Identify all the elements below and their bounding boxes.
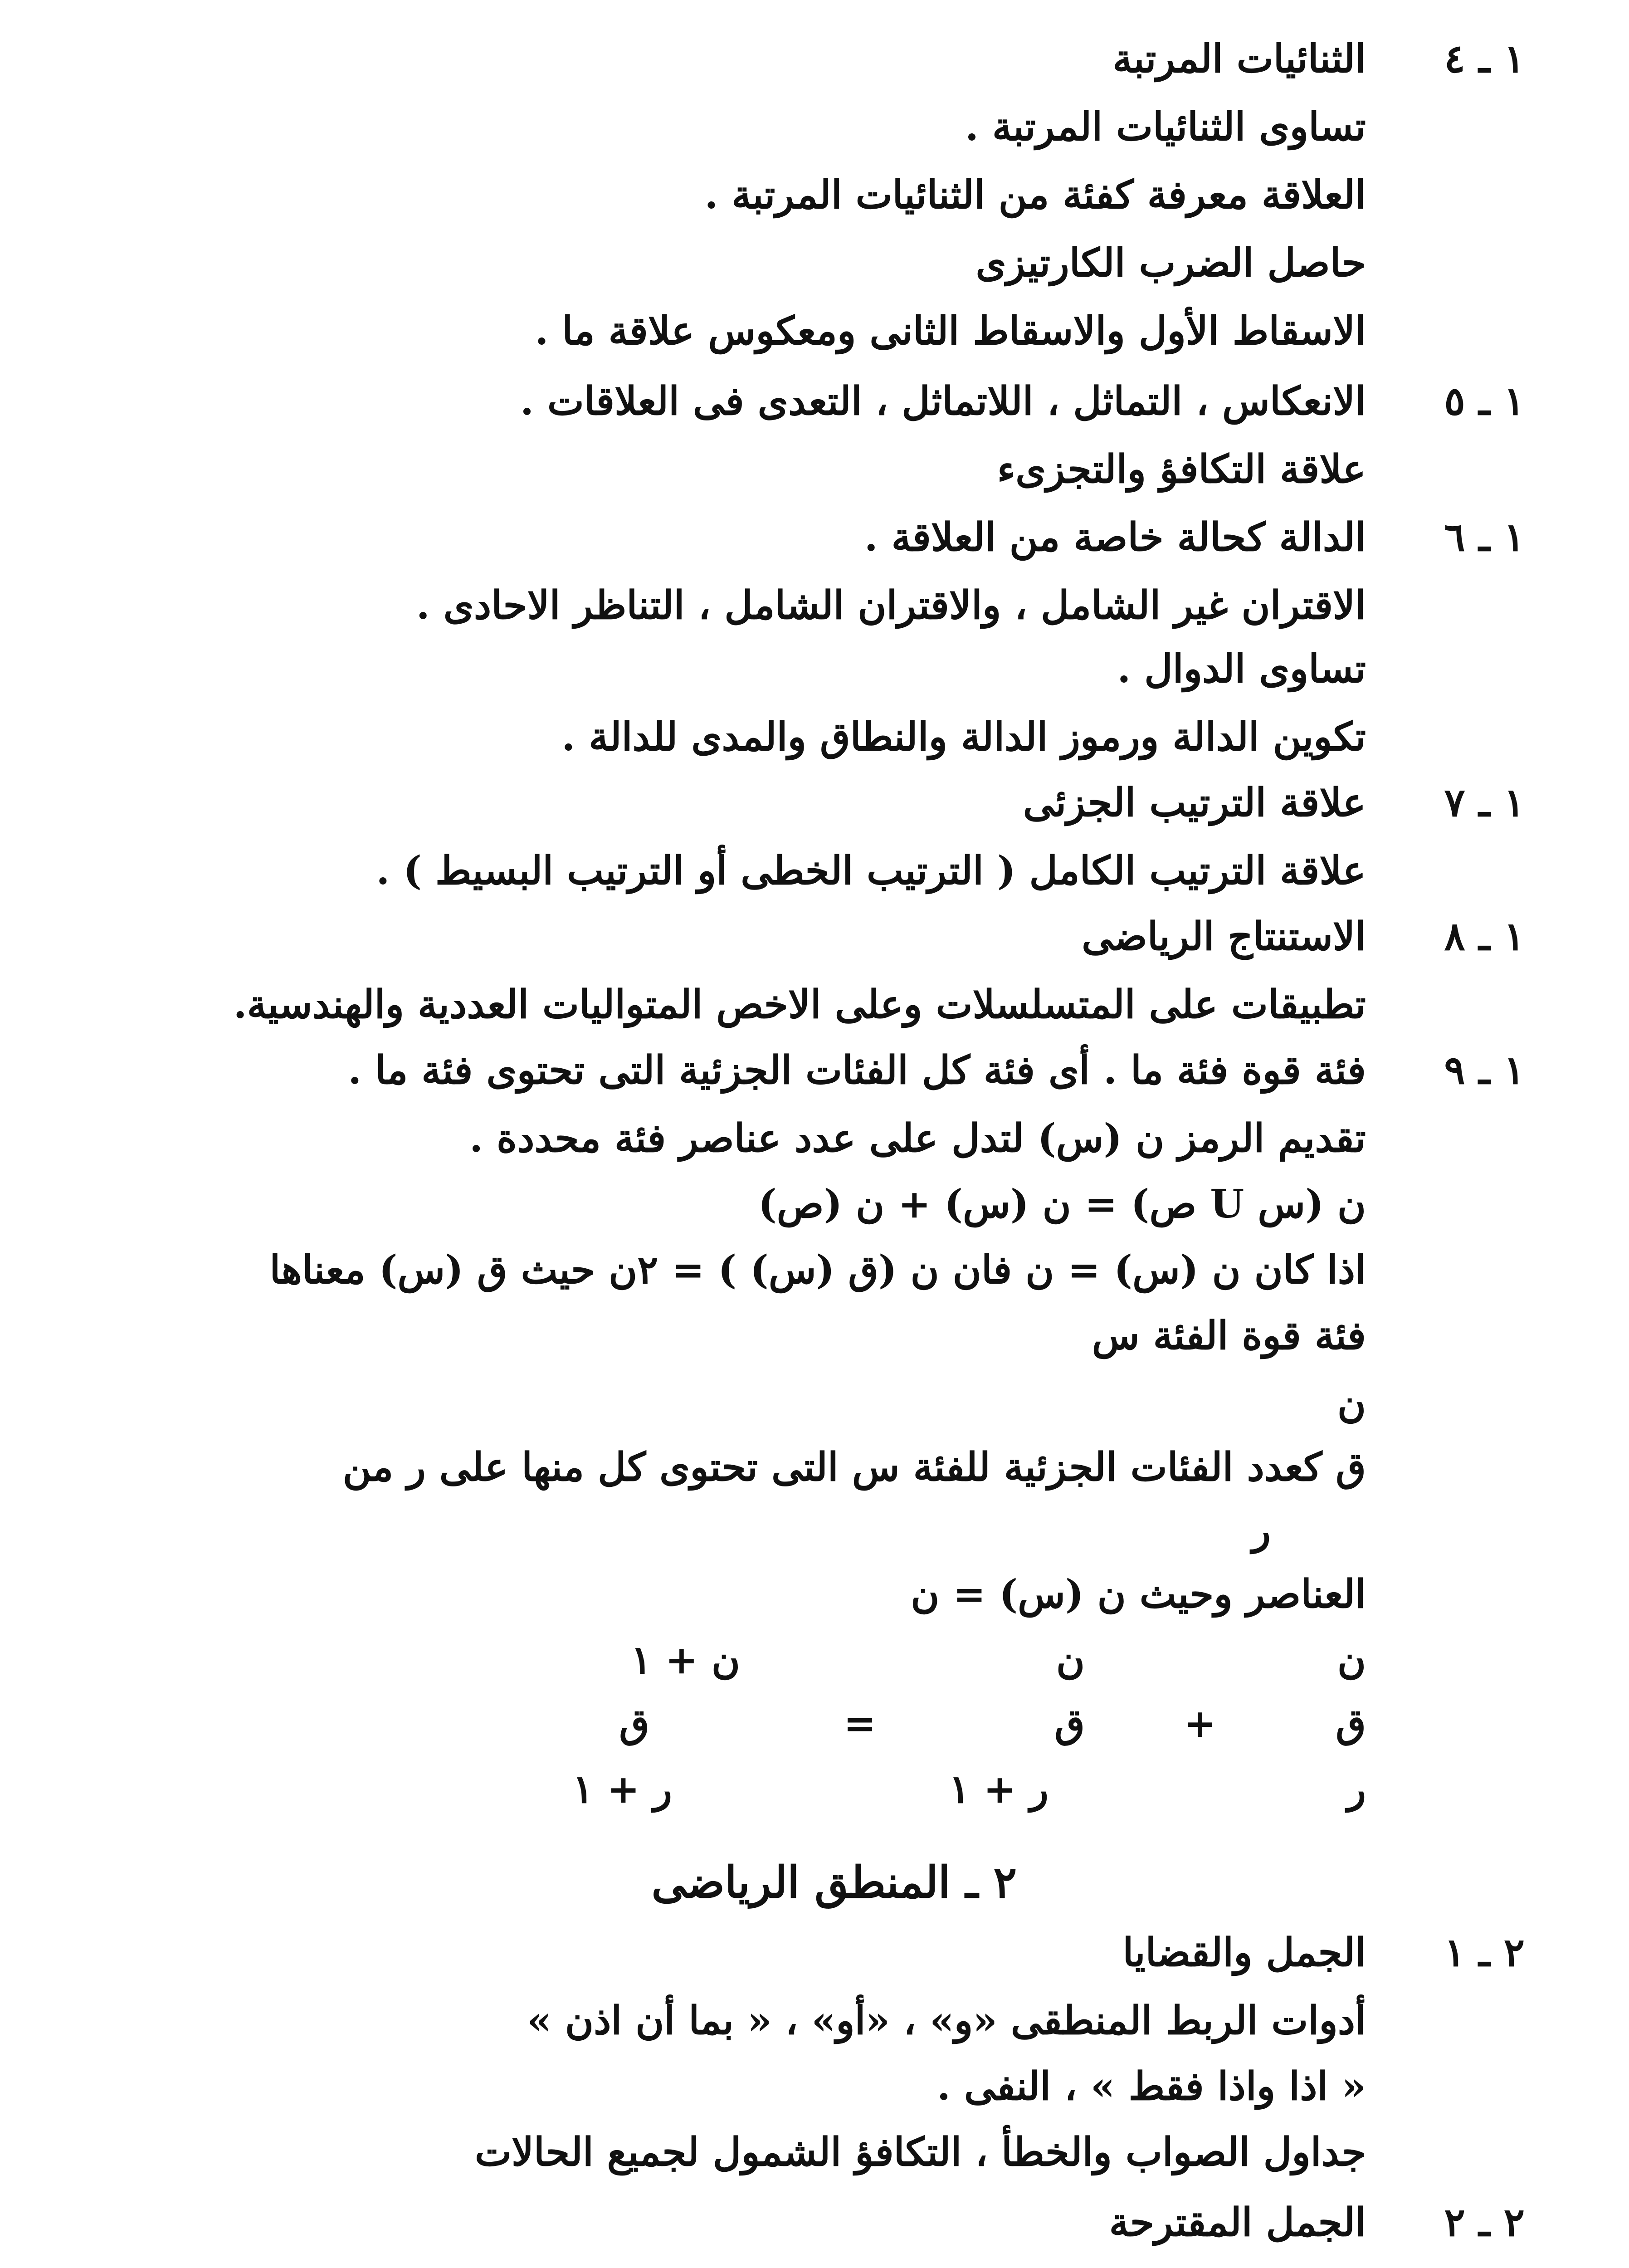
text-line: أدوات الربط المنطقى «و» ، «أو» ، « بما أن اذن » [527, 1998, 1366, 2043]
section-title: فئة قوة فئة ما . أى فئة كل الفئات الجزئية التى تحتوى فئة ما . [348, 1047, 1366, 1093]
formula-operator: + [1183, 1701, 1216, 1746]
section-number: ١ ـ ٨ [1444, 914, 1525, 959]
formula-symbol: ق [1054, 1701, 1085, 1746]
formula-operator: = [843, 1701, 876, 1746]
text-line: الاقتران غير الشامل ، والاقتران الشامل ، التناظر الاحادى . [416, 582, 1366, 628]
formula-subscript: ر [1252, 1508, 1271, 1554]
formula-subscript: ر + ١ [949, 1766, 1049, 1812]
text-line: العناصر وحيث ن (س) = ن [911, 1571, 1366, 1617]
text-line: ق كعدد الفئات الجزئية للفئة س التى تحتوى كل منها على ر من [342, 1444, 1366, 1490]
formula-symbol: ق [1336, 1701, 1366, 1746]
section-number: ١ ـ ٤ [1444, 36, 1525, 82]
text-line: تطبيقات على المتسلسلات وعلى الاخص المتواليات العددية والهندسية. [233, 982, 1366, 1027]
section-title: الجمل المقترحة [1109, 2200, 1366, 2245]
text-line: علاقة الترتيب الكامل ( الترتيب الخطى أو الترتيب البسيط ) . [376, 848, 1366, 894]
section-number: ١ ـ ٥ [1444, 378, 1525, 424]
text-line: اذا كان ن (س) = ن فان ن (ق (س) ) = ٢ن حيث ق (س) معناها [269, 1247, 1366, 1293]
section-title: الثنائيات المرتبة [1112, 36, 1366, 82]
formula-symbol: ق [619, 1701, 649, 1746]
section-number: ٢ ـ ١ [1444, 1930, 1525, 1975]
section-number: ٢ ـ ٢ [1444, 2200, 1525, 2245]
section-title: الانعكاس ، التماثل ، اللاتماثل ، التعدى فى العلاقات . [520, 378, 1366, 424]
section-title: الاستنتاج الرياضى [1082, 914, 1366, 959]
formula-superscript: ن [1337, 1637, 1366, 1683]
text-line: « اذا واذا فقط » ، النفى . [937, 2063, 1366, 2109]
text-line: تساوى الدوال . [1117, 646, 1366, 692]
formula-line: ن (س U ص) = ن (س) + ن (ص) [758, 1181, 1366, 1227]
section-number: ١ ـ ٧ [1444, 780, 1525, 826]
formula-subscript: ر + ١ [572, 1766, 672, 1812]
text-line: تساوى الثنائيات المرتبة . [965, 104, 1366, 150]
text-line: تقديم الرمز ن (س) لتدل على عدد عناصر فئة محددة . [469, 1115, 1366, 1161]
formula-superscript: ن [1337, 1381, 1366, 1427]
text-line: علاقة التكافؤ والتجزىء [997, 446, 1366, 492]
section-number: ١ ـ ٦ [1444, 514, 1525, 560]
section-heading: ٢ ـ المنطق الرياضى [651, 1857, 1017, 1908]
formula-subscript: ر [1347, 1766, 1366, 1812]
text-line: فئة قوة الفئة س [1092, 1313, 1366, 1359]
section-title: علاقة الترتيب الجزئى [1023, 780, 1366, 826]
formula-superscript: ن [1056, 1637, 1085, 1683]
section-title: الدالة كحالة خاصة من العلاقة . [864, 514, 1366, 560]
formula-superscript: ن + ١ [630, 1637, 740, 1683]
section-title: الجمل والقضايا [1122, 1930, 1366, 1975]
text-line: حاصل الضرب الكارتيزى [975, 240, 1366, 286]
text-line: تكوين الدالة ورموز الدالة والنطاق والمدى للدالة . [561, 714, 1366, 760]
text-line [479, 2261, 1366, 2268]
text-line: جداول الصواب والخطأ ، التكافؤ الشمول لجميع الحالات [474, 2129, 1366, 2175]
text-line: الاسقاط الأول والاسقاط الثانى ومعكوس علاقة ما . [535, 308, 1366, 354]
section-number: ١ ـ ٩ [1444, 1047, 1525, 1093]
text-line: العلاقة معرفة كفئة من الثنائيات المرتبة . [704, 172, 1366, 218]
